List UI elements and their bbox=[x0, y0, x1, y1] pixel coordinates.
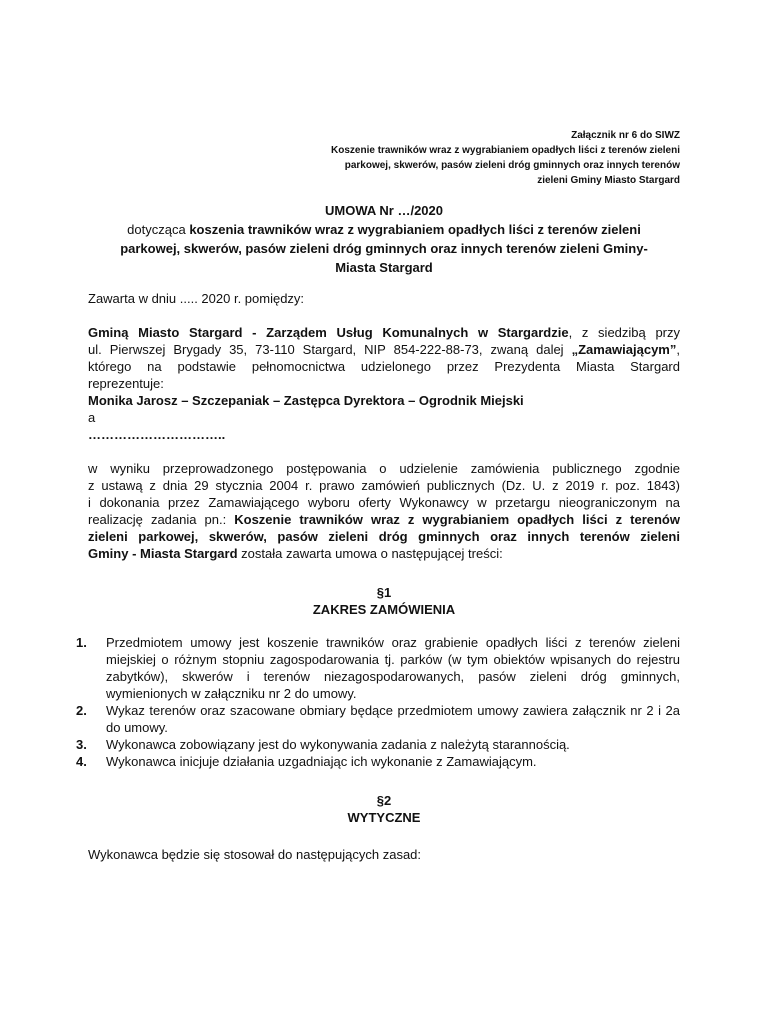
party-1-text: , z siedzibą przy bbox=[568, 325, 681, 340]
contract-subject bbox=[88, 220, 680, 277]
paragraph-line: w wyniku przeprowadzonego postępowania o udzielenie zamówienia publicznego zgodnie bbox=[88, 461, 680, 476]
list-item-text: Wykonawca inicjuje działania uzgadniając ich wykonanie z Zamawiającym. bbox=[106, 754, 537, 769]
party-1-text: , bbox=[676, 342, 680, 357]
and-connector: a bbox=[88, 410, 96, 425]
party-1-called: „Zamawiającym” bbox=[571, 342, 677, 357]
section-1-number: §1 bbox=[376, 585, 392, 600]
party-1-name: Gminą Miasto Stargard - Zarządem Usług Komunalnych w Stargardzie bbox=[88, 325, 569, 340]
contract-title: UMOWA Nr …/2020 bbox=[325, 203, 443, 218]
party-1-block bbox=[88, 324, 680, 443]
task-name: Koszenie trawników wraz z wygrabianiem opadłych liści z terenów bbox=[234, 512, 680, 527]
list-item bbox=[76, 634, 680, 702]
section-2-heading: WYTYCZNE bbox=[347, 810, 421, 825]
subject-bold: Miasta Stargard bbox=[335, 260, 433, 275]
list-item-text: Wykaz terenów oraz szacowane obmiary będące przedmiotem umowy zawiera załącznik nr 2 i 2a do umowy. bbox=[106, 703, 680, 735]
list-item-number: 2. bbox=[76, 703, 87, 718]
list-item-text: Przedmiotem umowy jest koszenie trawników oraz grabienie opadłych liści z terenów zieleni miejskiej o różnym stopniu zagospodarowania tj. parków (w tym obiektów wpisanych do rejestru zabytków), skwerów i terenów niezagospodarowanych, pasów zieleni dróg gminnych, wymienionych w załączniku nr 2 do umowy. bbox=[106, 635, 680, 701]
list-item-text: Wykonawca zobowiązany jest do wykonywania zadania z należytą starannością. bbox=[106, 737, 570, 752]
subject-bold: koszenia trawników wraz z wygrabianiem opadłych liści z terenów zieleni bbox=[189, 222, 641, 237]
section-1-heading: ZAKRES ZAMÓWIENIA bbox=[312, 602, 456, 617]
section-1-list bbox=[76, 634, 680, 770]
attachment-title-line: Koszenie trawników wraz z wygrabianiem opadłych liści z terenów zieleni bbox=[331, 145, 680, 156]
procurement-paragraph bbox=[88, 460, 680, 562]
list-item-number: 1. bbox=[76, 635, 87, 650]
section-2-intro: Wykonawca będzie się stosował do następujących zasad: bbox=[88, 847, 422, 862]
subject-prefix: dotycząca bbox=[127, 222, 190, 237]
attachment-title-line: zieleni Gminy Miasto Stargard bbox=[537, 175, 680, 186]
concluded-date-line: Zawarta w dniu ..... 2020 r. pomiędzy: bbox=[88, 291, 305, 306]
task-name: Gminy - Miasta Stargard bbox=[88, 546, 238, 561]
section-2-header bbox=[88, 792, 680, 826]
list-item bbox=[76, 736, 680, 753]
party-2-placeholder: ………………………….. bbox=[88, 427, 226, 442]
section-1-header bbox=[88, 584, 680, 618]
paragraph-line: z ustawą z dnia 29 stycznia 2004 r. prawo zamówień publicznych (Dz. U. z 2019 r. poz. 1843) bbox=[88, 478, 680, 493]
attachment-header bbox=[260, 128, 680, 188]
party-1-represented: reprezentuje: bbox=[88, 376, 164, 391]
paragraph-line: i dokonania przez Zamawiającego wyboru oferty Wykonawcy w przetargu nieograniczonym na bbox=[88, 495, 680, 510]
attachment-title-line: parkowej, skwerów, pasów zieleni dróg gminnych oraz innych terenów bbox=[344, 160, 680, 171]
paragraph-line: realizację zadania pn.: bbox=[88, 512, 235, 527]
subject-bold: parkowej, skwerów, pasów zieleni dróg gminnych oraz innych terenów zieleni Gminy- bbox=[120, 241, 648, 256]
representative-name: Monika Jarosz – Szczepaniak – Zastępca Dyrektora – Ogrodnik Miejski bbox=[88, 393, 524, 408]
list-item bbox=[76, 753, 680, 770]
task-name: zieleni parkowej, skwerów, pasów zieleni dróg gminnych oraz innych terenów zieleni bbox=[88, 529, 680, 544]
paragraph-line: została zawarta umowa o następującej treści: bbox=[237, 546, 503, 561]
section-2-number: §2 bbox=[376, 793, 392, 808]
attachment-number: Załącznik nr 6 do SIWZ bbox=[571, 130, 680, 141]
contract-title-block bbox=[88, 202, 680, 277]
list-item-number: 4. bbox=[76, 754, 87, 769]
list-item bbox=[76, 702, 680, 736]
list-item-number: 3. bbox=[76, 737, 87, 752]
party-1-address: ul. Pierwszej Brygady 35, 73-110 Stargard, NIP 854-222-88-73, zwaną dalej bbox=[88, 342, 572, 357]
party-1-authority: którego na podstawie pełnomocnictwa udzielonego przez Prezydenta Miasta Stargard bbox=[88, 359, 680, 374]
